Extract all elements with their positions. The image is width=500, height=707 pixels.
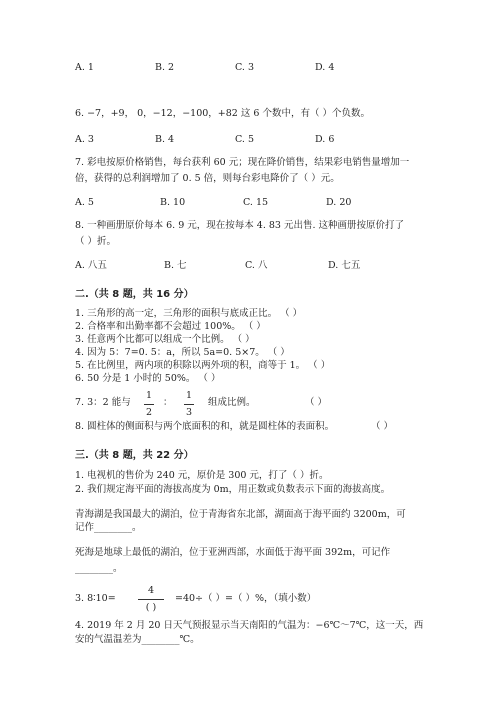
question-8-line2: （ ）折。 — [75, 236, 117, 247]
lake-qinghai-line2: 记作________。 — [75, 522, 142, 533]
judge-item-1: 1. 三角形的高一定，三角形的面积与底成正比。 （ ） — [75, 308, 303, 319]
judge-item-7-suffix: 组成比例。 — [208, 397, 256, 408]
lake-deadsea-line2: ________。 — [75, 563, 123, 574]
fraction-bar — [144, 404, 154, 405]
section-3-heading: 三.（共 8 题，共 22 分） — [75, 450, 194, 461]
judge-item-7-prefix: 7. 3：2 能与 — [75, 397, 131, 408]
fraction-numerator: 1 — [185, 390, 193, 401]
judge-item-7-paren: （ ） — [305, 397, 328, 408]
fill-item-4-line1: 4. 2019 年 2 月 20 日天气预报显示当天南阳的气温为：−6℃～7℃，这一天，西 — [75, 620, 424, 631]
ratio-colon: ： — [163, 397, 173, 408]
judge-item-4: 4. 因为 5：7=0. 5：a，所以 5a=0. 5×7。 （ ） — [75, 347, 290, 358]
option-b: B. 10 — [160, 197, 186, 208]
judge-item-2: 2. 合格率和出勤率都不会超过 100%。 （ ） — [75, 321, 266, 332]
judge-item-5: 5. 在比例里，两内项的积除以两外项的积，商等于 1。 （ ） — [75, 360, 331, 371]
fill-item-4-line2: 安的气温温差为________℃。 — [75, 634, 200, 645]
fraction-bar — [138, 599, 164, 600]
fill-item-1: 1. 电视机的售价为 240 元，原价是 300 元，打了（ ）折。 — [75, 470, 329, 481]
lake-deadsea-line1: 死海是地球上最低的湖泊，位于亚洲西部，水面低于海平面 392m，可记作 — [75, 547, 391, 558]
option-c: C. 5 — [235, 134, 255, 145]
option-d: D. 4 — [315, 62, 335, 73]
judge-item-6: 6. 50 分是 1 小时的 50%。 （ ） — [75, 373, 221, 384]
option-d: D. 七五 — [328, 260, 361, 271]
question-7-line1: 7. 彩电按原价格销售，每台获利 60 元；现在降价销售，结果彩电销售量增加一 — [75, 157, 410, 168]
question-7-line2: 倍，获得的总利润增加了 0. 5 倍，则每台彩电降价了（ ）元。 — [75, 173, 340, 184]
judge-item-8: 8. 圆柱体的侧面积与两个底面积的和，就是圆柱体的表面积。 — [75, 421, 335, 432]
option-c: C. 八 — [245, 260, 268, 271]
option-c: C. 15 — [243, 197, 269, 208]
option-b: B. 4 — [155, 134, 175, 145]
option-c: C. 3 — [235, 62, 255, 73]
fraction-numerator: 4 — [147, 585, 155, 596]
fraction-four-over-blank — [138, 585, 164, 614]
fraction-bar — [184, 404, 194, 405]
judge-item-3: 3. 任意两个比都可以组成一个比例。 （ ） — [75, 334, 255, 345]
fraction-denominator: 3 — [185, 407, 193, 418]
option-a: A. 5 — [75, 197, 94, 208]
fraction-denominator: ( ) — [145, 602, 157, 613]
option-d: D. 6 — [315, 134, 335, 145]
fill-item-3-prefix: 3. 8∶10= — [75, 593, 116, 604]
fill-item-3-rest: =40÷（ ）=（ ）%，（填小数） — [175, 593, 317, 604]
question-6: 6. −7，+9， 0，−12，−100，+82 这 6 个数中，有（ ）个负数。 — [75, 108, 370, 119]
option-a: A. 八五 — [75, 260, 107, 271]
fill-item-2: 2. 我们规定海平面的海拔高度为 0m，用正数或负数表示下面的海拔高度。 — [75, 484, 391, 495]
option-b: B. 七 — [164, 260, 187, 271]
judge-item-8-paren: （ ） — [371, 421, 394, 432]
option-a: A. 3 — [75, 134, 94, 145]
option-b: B. 2 — [155, 62, 175, 73]
fraction-denominator: 2 — [145, 407, 153, 418]
fraction-one-third — [184, 390, 194, 419]
question-8-line1: 8. 一种画册原价每本 6. 9 元，现在按每本 4. 83 元出售. 这种画册按原价打了 — [75, 220, 405, 231]
lake-qinghai-line1: 青海湖是我国最大的湖泊，位于青海省东北部，湖面高于海平面约 3200m，可 — [75, 509, 406, 520]
option-d: D. 20 — [326, 197, 352, 208]
fraction-one-half — [144, 390, 154, 419]
section-2-heading: 二.（共 8 题，共 16 分） — [75, 289, 194, 300]
option-a: A. 1 — [75, 62, 94, 73]
fraction-numerator: 1 — [145, 390, 153, 401]
